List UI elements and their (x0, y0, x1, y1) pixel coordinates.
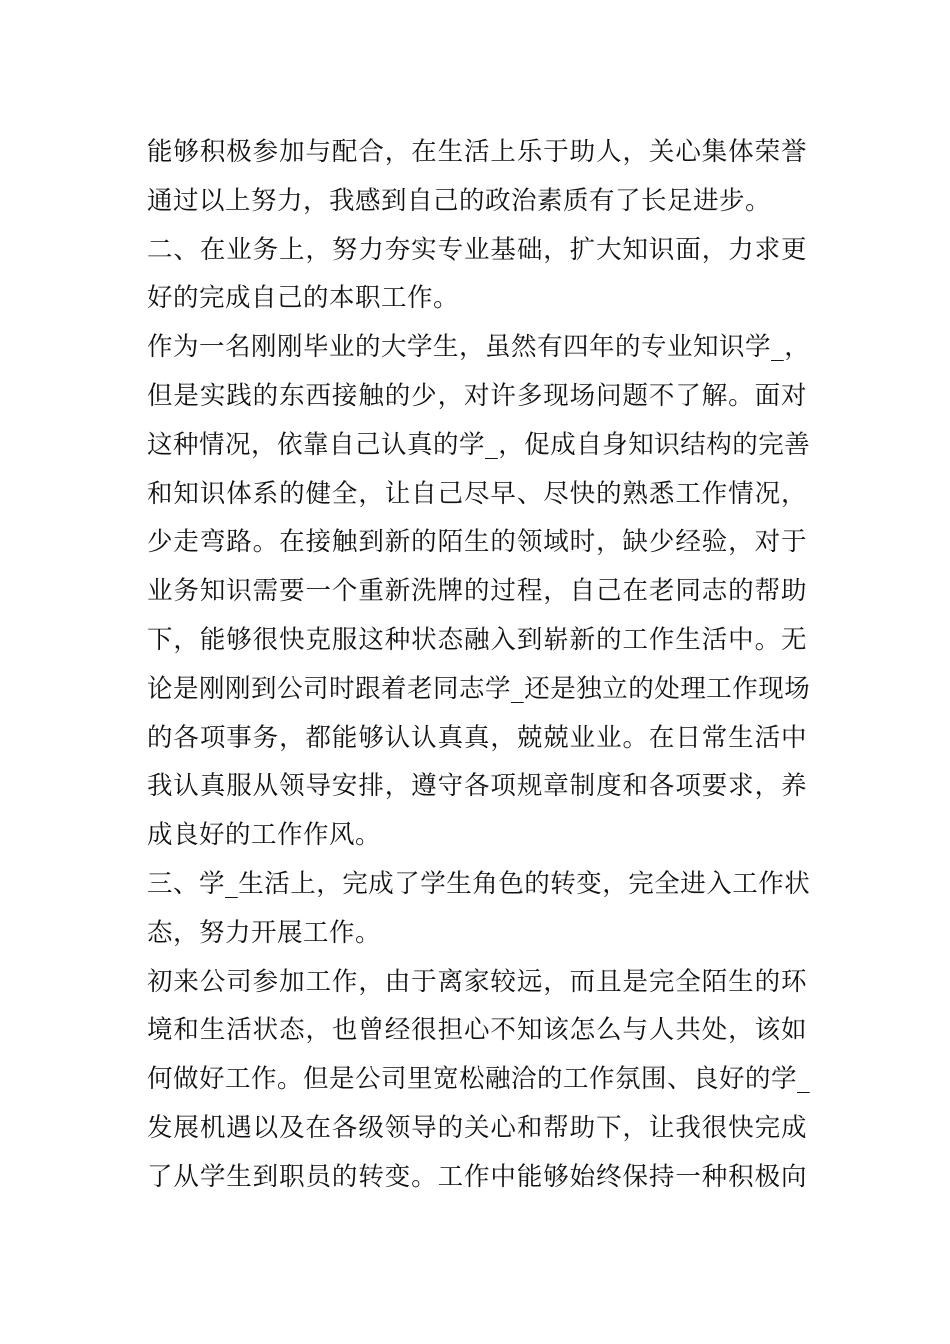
text-line: 好的完成自己的本职工作。 (147, 283, 460, 314)
text-line: 论是刚刚到公司时跟着老同志学_还是独立的处理工作现场 (147, 673, 811, 704)
text-line: 三、学_生活上，完成了学生角色的转变，完全进入工作状 (147, 868, 811, 899)
text-line: 通过以上努力，我感到自己的政治素质有了长足进步。 (147, 185, 772, 216)
text-line: 了从学生到职员的转变。工作中能够始终保持一种积极向 (147, 1161, 807, 1192)
text-line: 但是实践的东西接触的少，对许多现场问题不了解。面对 (147, 380, 807, 411)
text-line: 少走弯路。在接触到新的陌生的领域时，缺少经验，对于 (147, 527, 807, 558)
text-line: 境和生活状态，也曾经很担心不知该怎么与人共处，该如 (147, 1015, 807, 1046)
document-body (147, 128, 811, 1202)
text-line: 业务知识需要一个重新洗牌的过程，自己在老同志的帮助 (147, 576, 807, 607)
text-line: 下，能够很快克服这种状态融入到崭新的工作生活中。无 (147, 624, 807, 655)
text-line: 成良好的工作作风。 (147, 820, 382, 851)
text-line: 态，努力开展工作。 (147, 917, 382, 948)
text-line: 和知识体系的健全，让自己尽早、尽快的熟悉工作情况， (147, 478, 807, 509)
text-line: 的各项事务，都能够认认真真，兢兢业业。在日常生活中 (147, 722, 807, 753)
text-line: 初来公司参加工作，由于离家较远，而且是完全陌生的环 (147, 966, 807, 997)
text-line: 何做好工作。但是公司里宽松融洽的工作氛围、良好的学_ (147, 1064, 811, 1095)
text-line: 我认真服从领导安排，遵守各项规章制度和各项要求，养 (147, 771, 807, 802)
text-line: 能够积极参加与配合，在生活上乐于助人，关心集体荣誉 (147, 137, 807, 167)
text-line: 二、在业务上，努力夯实专业基础，扩大知识面，力求更 (147, 234, 807, 265)
text-line: 作为一名刚刚毕业的大学生，虽然有四年的专业知识学_， (147, 332, 811, 363)
text-line: 发展机遇以及在各级领导的关心和帮助下，让我很快完成 (147, 1112, 807, 1143)
text-line: 这种情况，依靠自己认真的学_，促成自身知识结构的完善 (147, 429, 811, 460)
